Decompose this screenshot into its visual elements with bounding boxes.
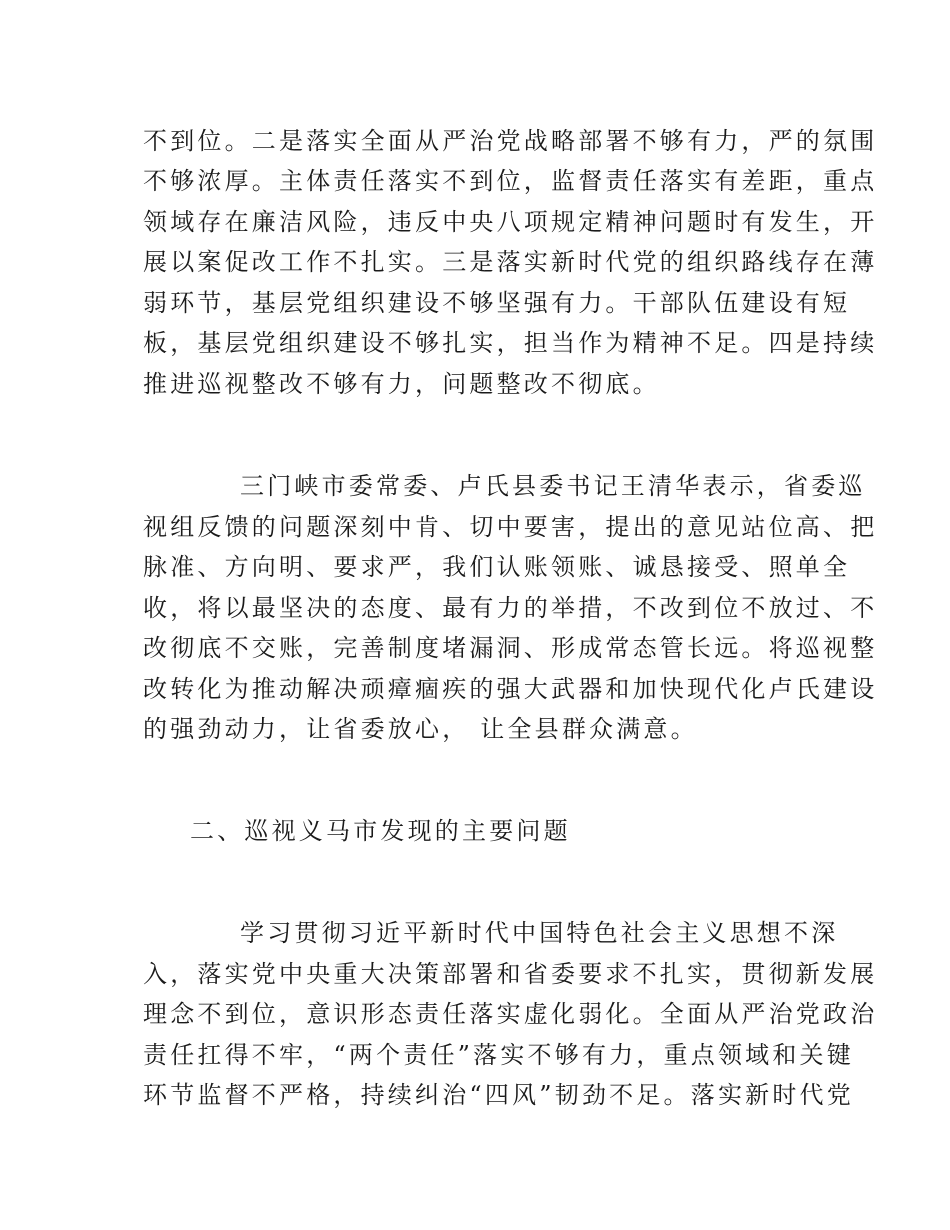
text-line: 推进巡视整改不够有力，问题整改不彻底。: [143, 370, 660, 398]
text-line: 弱环节，基层党组织建设不够坚强有力。干部队伍建设有短: [143, 289, 851, 317]
text-line: 环节监督不严格，持续纠治“四风”韧劲不足。落实新时代党: [143, 1081, 854, 1109]
text-line: 三门峡市委常委、卢氏县委书记王清华表示，省委巡: [240, 472, 866, 500]
text-line: 领域存在廉洁风险，违反中央八项规定精神问题时有发生，开: [143, 208, 878, 236]
text-line: 学习贯彻习近平新时代中国特色社会主义思想不深: [240, 919, 839, 947]
text-line: 展以案促改工作不扎实。三是落实新时代党的组织路线存在薄: [143, 248, 878, 276]
text-line: 视组反馈的问题深刻中肯、切中要害，提出的意见站位高、把: [143, 513, 878, 541]
text-line: 改彻底不交账，完善制度堵漏洞、形成常态管长远。将巡视整: [143, 634, 878, 662]
text-line: 入，落实党中央重大决策部署和省委要求不扎实，贯彻新发展: [143, 960, 878, 988]
text-line: 板，基层党组织建设不够扎实，担当作为精神不足。四是持续: [143, 329, 878, 357]
text-line: 脉准、方向明、要求严，我们认账领账、诚恳接受、照单全: [143, 553, 851, 581]
text-line: 收，将以最坚决的态度、最有力的举措，不改到位不放过、不: [143, 594, 878, 622]
section-heading: 二、巡视义马市发现的主要问题: [190, 817, 571, 845]
text-line: 责任扛得不牢，“两个责任”落实不够有力，重点领域和关键: [143, 1041, 854, 1069]
text-line: 的强劲动力，让省委放心， 让全县群众满意。: [143, 715, 698, 743]
text-line: 不到位。二是落实全面从严治党战略部署不够有力，严的氛围: [143, 127, 878, 155]
text-line: 理念不到位，意识形态责任落实虚化弱化。全面从严治党政治: [143, 1000, 878, 1028]
text-line: 不够浓厚。主体责任落实不到位，监督责任落实有差距，重点: [143, 167, 878, 195]
text-line: 改转化为推动解决顽瘴痼疾的强大武器和加快现代化卢氏建设: [143, 675, 878, 703]
